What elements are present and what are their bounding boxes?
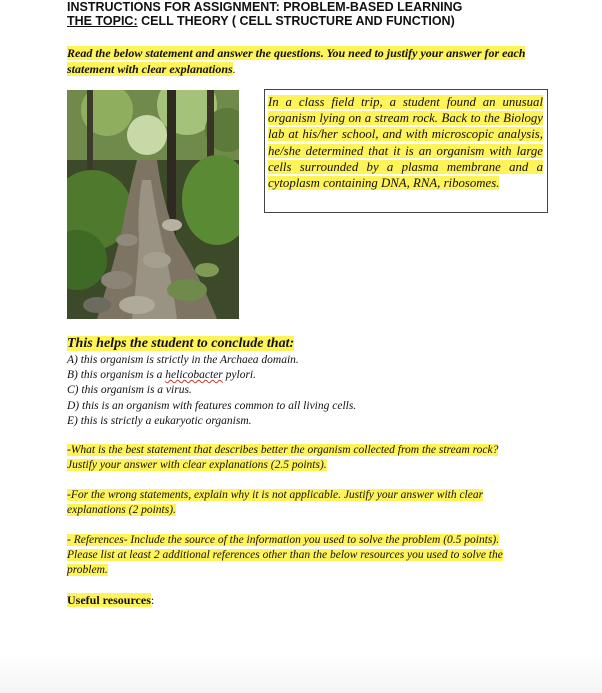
conclude-heading-text: This helps the student to conclude that: [67, 336, 295, 351]
answer-options [67, 353, 356, 429]
topic-label: THE TOPIC: [67, 14, 138, 28]
option-c: C) this organism is a virus. [67, 384, 192, 397]
q1-line2: Justify your answer with clear explanations (2.5 points). [67, 459, 327, 472]
q3-line1: - References- Include the source of the information you used to solve the problem (0.5 points). [67, 534, 500, 546]
option-b-spellcheck-word: helicobacter [165, 369, 223, 382]
conclude-heading [67, 336, 294, 352]
useful-resources-colon: : [150, 593, 155, 607]
assignment-header [67, 0, 462, 28]
header-title: INSTRUCTIONS FOR ASSIGNMENT: PROBLEM-BASED LEARNING [67, 0, 463, 14]
intro-line2: statement with clear explanations [67, 62, 233, 76]
question-3 [67, 533, 537, 579]
option-b [67, 368, 356, 383]
option-a: A) this organism is strictly in the Archaea domain. [67, 354, 299, 366]
topic-text: CELL THEORY ( CELL STRUCTURE AND FUNCTION) [137, 14, 455, 28]
scenario-text: In a class field trip, a student found an unusual organism lying on a stream rock. Back to the Biology lab at his/her school, and with microscopic analysis, he/she determined that it is an organism with large cells surrounded by a plasma membrane and a cytoplasm containing DNA, RNA, ribosomes. [268, 95, 543, 191]
page-bottom-edge [0, 655, 602, 693]
useful-resources-label: Useful resources [67, 593, 151, 607]
useful-resources [67, 593, 154, 608]
q1-line1: -What is the best statement that describes better the organism collected from the stream rock? [67, 444, 499, 456]
scenario-box [264, 89, 548, 213]
question-2 [67, 488, 537, 518]
question-1 [67, 443, 537, 473]
stream-rock-photo [67, 90, 239, 319]
header-topic [67, 14, 462, 28]
option-d: D) this is an organism with features common to all living cells. [67, 399, 357, 412]
option-b-post: pylori. [222, 369, 257, 382]
q2-line2: explanations (2 points). [67, 504, 176, 517]
stream-photo-illustration [67, 90, 239, 319]
option-e: E) this is strictly a eukaryotic organism. [67, 414, 252, 427]
intro-line1: Read the below statement and answer the questions. You need to justify your answer for each [67, 46, 526, 60]
instructions-intro [67, 45, 537, 77]
q3-line2: Please list at least 2 additional references other than the below resources you used to solve the [67, 549, 503, 562]
option-b-pre: B) this organism is a [67, 369, 166, 382]
q3-line3: problem. [67, 564, 108, 577]
q2-line1: -For the wrong statements, explain why it is not applicable. Justify your answer with clear [67, 489, 484, 501]
intro-period: . [232, 62, 236, 76]
